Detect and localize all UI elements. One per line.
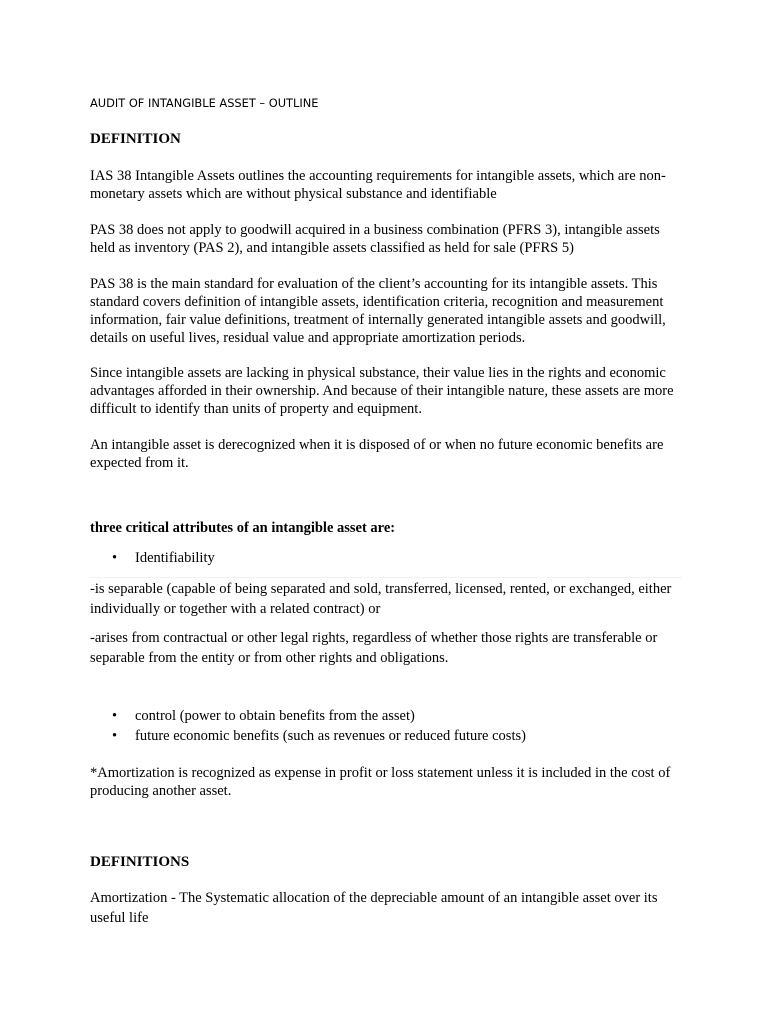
list-item-label: control (power to obtain benefits from the asset) xyxy=(135,708,415,724)
paragraph-ias38: IAS 38 Intangible Assets outlines the accounting requirements for intangible assets, which are non-monetary assets which are without physical substance and identifiable xyxy=(90,168,666,202)
bullet-icon: • xyxy=(112,708,118,724)
paragraph-derecognition: An intangible asset is derecognized when it is disposed of or when no future economic benefits are expected from it. xyxy=(90,437,664,471)
divider xyxy=(90,577,682,578)
section-heading-definitions: DEFINITIONS xyxy=(90,854,190,870)
bullet-icon: • xyxy=(112,728,118,744)
paragraph-pas38-standard: PAS 38 is the main standard for evaluation of the client’s accounting for its intangible assets. This standard covers definition of intangible assets, identification criteria, recognition and measurement information, fair value definitions, treatment of internally generated intangible assets and goodwill, details on useful lives, residual value and appropriate amortization periods. xyxy=(90,276,666,346)
list-item-label: future economic benefits (such as revenues or reduced future costs) xyxy=(135,728,526,744)
paragraph-amortization-note: *Amortization is recognized as expense in profit or loss statement unless it is included in the cost of producing another asset. xyxy=(90,765,671,799)
paragraph-intangible-nature: Since intangible assets are lacking in physical substance, their value lies in the rights and economic advantages afforded in their ownership. And because of their intangible nature, these assets are more difficult to identify than units of property and equipment. xyxy=(90,365,674,417)
paragraph-amortization-definition: Amortization - The Systematic allocation of the depreciable amount of an intangible asset over its useful life xyxy=(90,890,658,926)
paragraph-arises: -arises from contractual or other legal rights, regardless of whether those rights are transferable or separable from the entity or from other rights and obligations. xyxy=(90,630,658,666)
paragraph-separable: -is separable (capable of being separated and sold, transferred, licensed, rented, or exchanged, either individually or together with a related contract) or xyxy=(90,581,672,617)
list-item-label: Identifiability xyxy=(135,550,215,566)
attributes-heading: three critical attributes of an intangible asset are: xyxy=(90,520,396,536)
section-heading-definition: DEFINITION xyxy=(90,131,181,147)
bullet-icon: • xyxy=(112,550,118,566)
paragraph-pas38-scope: PAS 38 does not apply to goodwill acquired in a business combination (PFRS 3), intangible assets held as inventory (PAS 2), and intangible assets classified as held for sale (PFRS 5) xyxy=(90,222,660,256)
document-header: AUDIT OF INTANGIBLE ASSET – OUTLINE xyxy=(90,96,319,110)
